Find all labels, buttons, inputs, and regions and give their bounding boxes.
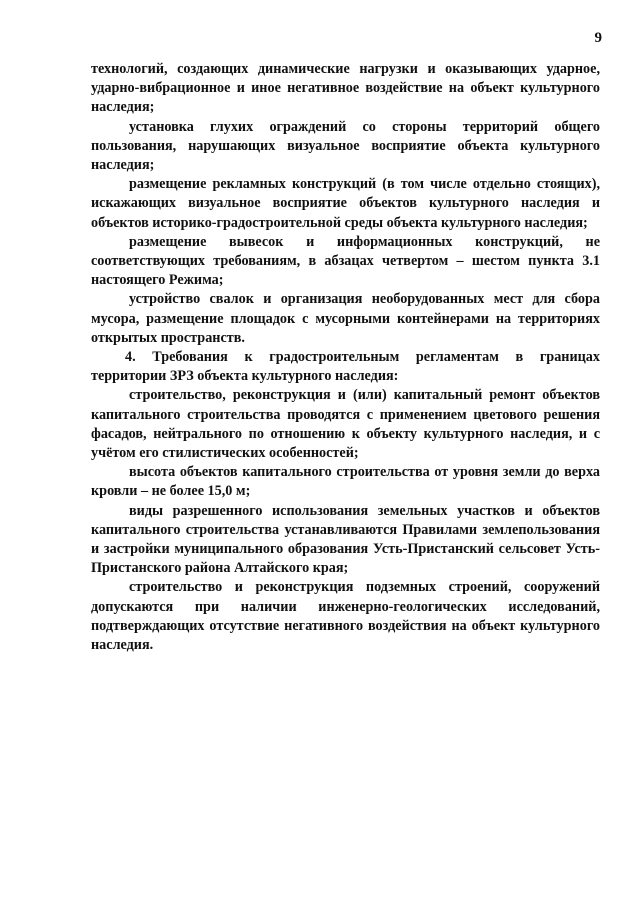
paragraph-land-use: виды разрешенного использования земельных участков и объектов капитального строительства устанавливаются Правилами землепользования и застройки муниципального образования Усть-Пристанский сельсовет Усть-Пристанского района Алтайского края; [91,502,600,577]
paragraph-advertising: размещение рекламных конструкций (в том числе отдельно стоящих), искажающих визуальное восприятие объектов культурного наследия и объектов историко-градостроительной среды объекта культурного наследия; [91,176,600,231]
paragraph-underground: строительство и реконструкция подземных строений, сооружений допускаются при наличии инженерно-геологических исследований, подтверждающих отсутствие негативного воздействия на объект культурного наследия. [91,579,600,654]
paragraph-construction-colors: строительство, реконструкция и (или) капитальный ремонт объектов капитального строительства проводятся с применением цветового решения фасадов, нейтрального по отношению к объекту культурного наследия, и с учётом его стилистических особенностей; [91,387,600,462]
paragraph-signboards: размещение вывесок и информационных конструкций, не соответствующих требованиям, в абзацах четвертом – шестом пункта 3.1 настоящего Режима; [91,233,600,289]
paragraph-dumps: устройство свалок и организация необорудованных мест для сбора мусора, размещение площадок с мусорными контейнерами на территориях открытых пространств. [91,291,600,346]
paragraph-section-4-heading: 4. Требования к градостроительным регламентам в границах территории ЗРЗ объекта культурного наследия: [91,349,600,385]
paragraph-height-limit: высота объектов капитального строительства от уровня земли до верха кровли – не более 15,0 м; [91,464,600,500]
page-number: 9 [594,30,602,46]
document-body [91,60,600,655]
paragraph-fences: установка глухих ограждений со стороны территорий общего пользования, нарушающих визуальное восприятие объекта культурного наследия; [91,118,600,174]
paragraph-continuation: технологий, создающих динамические нагрузки и оказывающих ударное, ударно-вибрационное и иное негативное воздействие на объект культурного наследия; [91,61,600,116]
